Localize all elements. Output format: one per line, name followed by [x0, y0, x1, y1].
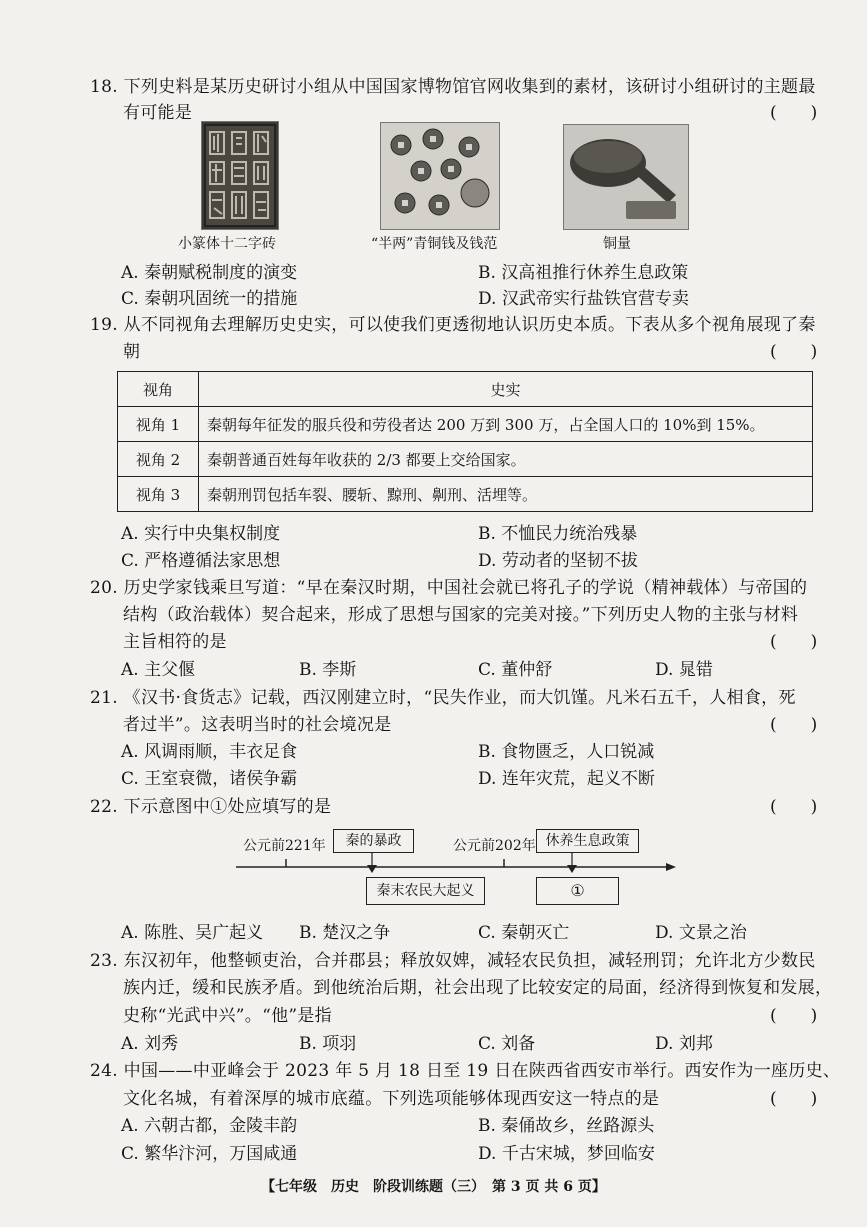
q20-option-d[interactable]: D. 晁错: [655, 660, 713, 680]
q20-option-b[interactable]: B. 李斯: [299, 660, 357, 680]
q18-option-a[interactable]: A. 秦朝赋税制度的演变: [121, 263, 298, 283]
timeline-event-peasant-uprising: 秦末农民大起义: [366, 877, 485, 905]
q24-number: 24.: [90, 1061, 118, 1081]
q21-answer-paren: ( ): [770, 715, 818, 735]
q20-option-a[interactable]: A. 主父偃: [121, 660, 196, 680]
table-cell-perspective: 视角 2: [118, 442, 199, 477]
q21-option-b[interactable]: B. 食物匮乏，人口锐减: [478, 742, 655, 762]
table-cell-fact: 秦朝刑罚包括车裂、腰斩、黥刑、劓刑、活埋等。: [199, 477, 813, 512]
q24-option-a[interactable]: A. 六朝古都，金陵丰韵: [121, 1116, 298, 1136]
q23-stem-line2: 族内迁，缓和民族矛盾。到他统治后期，社会出现了比较安定的局面，经济得到恢复和发展，: [123, 978, 833, 998]
table-header-perspective: 视角: [118, 372, 199, 407]
table-row: [118, 407, 813, 442]
q20-option-c[interactable]: C. 董仲舒: [478, 660, 553, 680]
q19-option-c[interactable]: C. 严格遵循法家思想: [121, 551, 281, 571]
ban-liang-coins-image: [380, 122, 500, 230]
perspective-table: [117, 371, 813, 512]
q23-number: 23.: [90, 951, 118, 971]
brick-caption: 小篆体十二字砖: [178, 236, 276, 252]
q24-stem-line1: 24. 中国——中亚峰会于 2023 年 5 月 18 日至 19 日在陕西省西安市举行。西安作为一座历史、: [90, 1061, 841, 1081]
timeline-event-recuperation-policy: 休养生息政策: [536, 829, 639, 853]
q22-stem-line1: 22. 下示意图中①处应填写的是: [90, 797, 332, 817]
q18-number: 18.: [90, 77, 118, 97]
timeline-date-202bc: 公元前202年: [453, 838, 536, 854]
q21-stem-line2: 者过半”。这表明当时的社会境况是: [123, 715, 392, 735]
q18-option-c[interactable]: C. 秦朝巩固统一的措施: [121, 289, 298, 309]
q21-stem-line1: 21. 《汉书·食货志》记载，西汉刚建立时，“民失作业，而大饥馑。凡米石五千，人相食，死: [90, 688, 796, 708]
q20-stem-line1: 20. 历史学家钱乘旦写道：“早在秦汉时期，中国社会就已将孔子的学说（精神载体）与帝国的: [90, 578, 808, 598]
q23-option-d[interactable]: D. 刘邦: [655, 1034, 713, 1054]
q19-answer-paren: ( ): [770, 342, 818, 362]
table-cell-perspective: 视角 1: [118, 407, 199, 442]
q19-stem-line1: 19. 从不同视角去理解历史史实，可以使我们更透彻地认识历史本质。下表从多个视角展现了秦: [90, 315, 816, 335]
q22-answer-paren: ( ): [770, 797, 818, 817]
q19-number: 19.: [90, 315, 118, 335]
measure-caption: 铜量: [603, 236, 631, 252]
q18-stem-line1: 18. 下列史料是某历史研讨小组从中国国家博物馆官网收集到的素材，该研讨小组研讨的主题最: [90, 77, 816, 97]
q23-option-c[interactable]: C. 刘备: [478, 1034, 536, 1054]
table-row: [118, 477, 813, 512]
q19-stem-line2: 朝: [123, 342, 141, 362]
timeline-blank-1: ①: [536, 877, 619, 905]
q20-number: 20.: [90, 578, 118, 598]
table-cell-fact: 秦朝普通百姓每年收获的 2/3 都要上交给国家。: [199, 442, 813, 477]
q23-stem-line3: 史称“光武中兴”。“他”是指: [123, 1006, 332, 1026]
q21-option-c[interactable]: C. 王室衰微，诸侯争霸: [121, 769, 298, 789]
timeline-arrowhead: [666, 863, 676, 871]
table-cell-fact: 秦朝每年征发的服兵役和劳役者达 200 万到 300 万，占全国人口的 10%到 15%。: [199, 407, 813, 442]
q21-number: 21.: [90, 688, 118, 708]
table-row: [118, 442, 813, 477]
q22-option-b[interactable]: B. 楚汉之争: [299, 923, 391, 943]
q18-stem-line2: 有可能是: [123, 103, 193, 123]
q24-answer-paren: ( ): [770, 1089, 818, 1109]
q23-answer-paren: ( ): [770, 1006, 818, 1026]
q21-option-a[interactable]: A. 风调雨顺，丰衣足食: [121, 742, 298, 762]
q22-number: 22.: [90, 797, 118, 817]
timeline-date-221bc: 公元前221年: [243, 838, 326, 854]
table-cell-perspective: 视角 3: [118, 477, 199, 512]
q24-stem-line2: 文化名城，有着深厚的城市底蕴。下列选项能够体现西安这一特点的是: [123, 1089, 660, 1109]
q24-option-d[interactable]: D. 千古宋城，梦回临安: [478, 1144, 655, 1164]
q20-stem-line3: 主旨相符的是: [123, 632, 227, 652]
q24-option-c[interactable]: C. 繁华汴河，万国咸通: [121, 1144, 298, 1164]
q20-answer-paren: ( ): [770, 632, 818, 652]
q24-option-b[interactable]: B. 秦俑故乡，丝路源头: [478, 1116, 655, 1136]
q22-option-d[interactable]: D. 文景之治: [655, 923, 747, 943]
q20-stem-line2: 结构（政治载体）契合起来，形成了思想与国家的完美对接。”下列历史人物的主张与材料: [123, 605, 799, 625]
coins-caption: “半两”青铜钱及钱范: [371, 236, 498, 252]
q23-option-a[interactable]: A. 刘秀: [121, 1034, 179, 1054]
seal-brick-image: [201, 121, 279, 230]
q19-option-d[interactable]: D. 劳动者的坚韧不拔: [478, 551, 638, 571]
q22-option-c[interactable]: C. 秦朝灭亡: [478, 923, 570, 943]
q23-stem-line1: 23. 东汉初年，他整顿吏治，合并郡县；释放奴婢，减轻农民负担，减轻刑罚；允许北方少数民: [90, 951, 816, 971]
q22-option-a[interactable]: A. 陈胜、吴广起义: [121, 923, 264, 943]
q19-option-b[interactable]: B. 不恤民力统治残暴: [478, 524, 638, 544]
bronze-measure-image: [563, 124, 689, 230]
q18-answer-paren: ( ): [770, 103, 818, 123]
q18-option-d[interactable]: D. 汉武帝实行盐铁官营专卖: [478, 289, 689, 309]
table-header-row: [118, 372, 813, 407]
page-footer: 【七年级 历史 阶段训练题（三） 第 3 页 共 6 页】: [261, 1179, 606, 1195]
q23-option-b[interactable]: B. 项羽: [299, 1034, 357, 1054]
timeline-event-qin-tyranny: 秦的暴政: [333, 829, 414, 853]
q19-option-a[interactable]: A. 实行中央集权制度: [121, 524, 281, 544]
q18-option-b[interactable]: B. 汉高祖推行休养生息政策: [478, 263, 689, 283]
q21-option-d[interactable]: D. 连年灾荒，起义不断: [478, 769, 655, 789]
table-header-fact: 史实: [199, 372, 813, 407]
